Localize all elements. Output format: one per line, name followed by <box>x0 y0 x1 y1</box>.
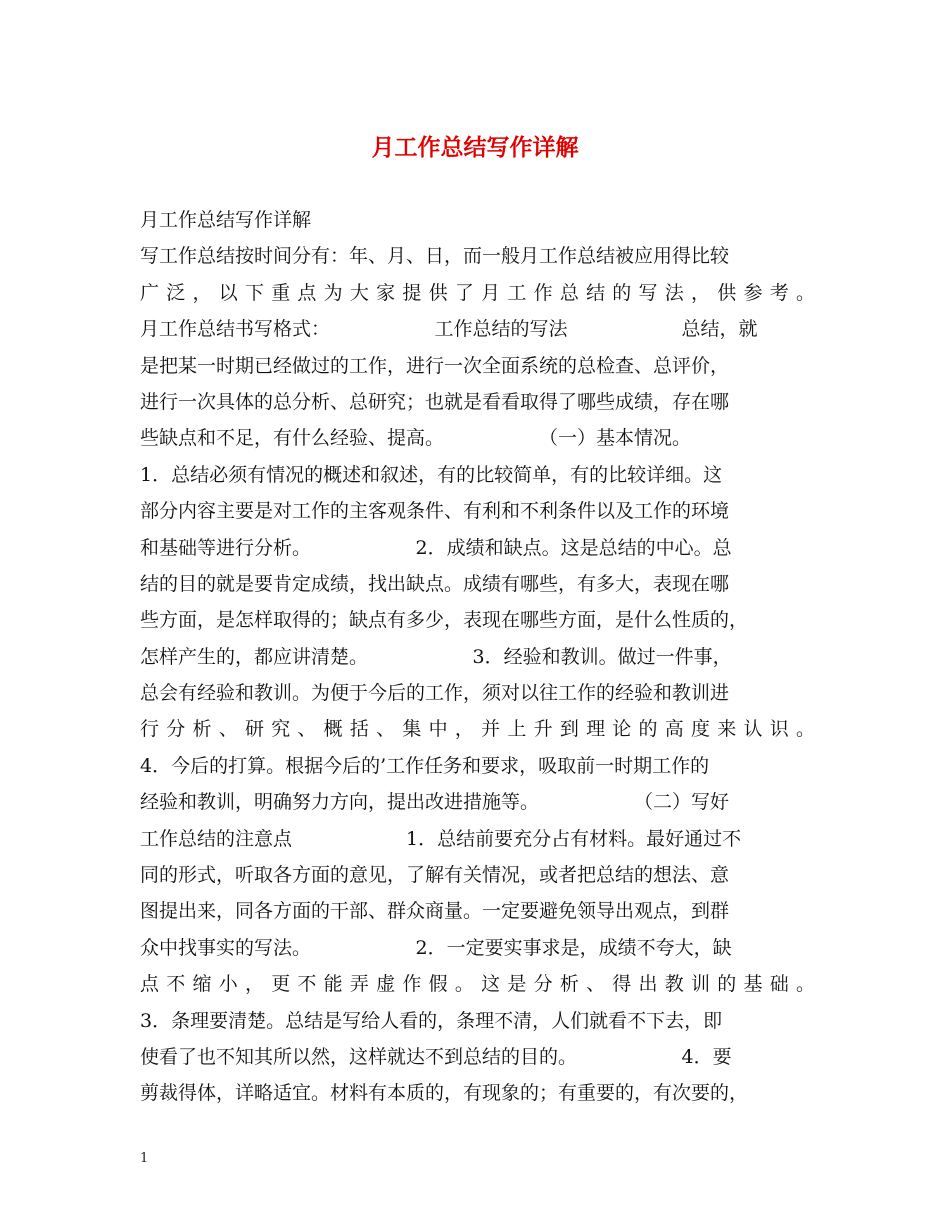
body-line: 图提出来，同各方面的干部、群众商量。一定要避免领导出观点，到群 <box>140 900 730 923</box>
body-line: 3．条理要清楚。总结是写给人看的，条理不清，人们就看不下去，即 <box>140 1009 723 1032</box>
body-line: 月工作总结写作详解 <box>140 209 312 231</box>
body-line: 点不缩小，更不能弄虚作假。这是分析、得出教训的基础。 <box>140 973 815 996</box>
page-number: 1 <box>140 1151 149 1166</box>
body-line: 些缺点和不足，有什么经验、提高。 （一）基本情况。 <box>140 427 692 450</box>
body-line: 同的形式，听取各方面的意见，了解有关情况，或者把总结的想法、意 <box>140 864 730 887</box>
body-line: 经验和教训，明确努力方向，提出改进措施等。 （二）写好 <box>140 791 730 814</box>
body-line: 和基础等进行分析。 2．成绩和缺点。这是总结的中心。总 <box>140 536 732 559</box>
body-line: 部分内容主要是对工作的主客观条件、有利和不利条件以及工作的环境 <box>140 500 730 523</box>
body-line: 1．总结必须有情况的概述和叙述，有的比较简单，有的比较详细。这 <box>140 463 723 486</box>
body-line: 结的目的就是要肯定成绩，找出缺点。成绩有哪些，有多大，表现在哪 <box>140 572 730 595</box>
body-line: 广泛，以下重点为大家提供了月工作总结的写法，供参考。 <box>140 281 815 304</box>
body-line: 工作总结的注意点 1．总结前要充分占有材料。最好通过不 <box>140 827 742 850</box>
body-line: 是把某一时期已经做过的工作，进行一次全面系统的总检查、总评价， <box>140 354 730 377</box>
body-line: 怎样产生的，都应讲清楚。 3．经验和教训。做过一件事， <box>140 645 732 668</box>
body-line: 总会有经验和教训。为便于今后的工作，须对以往工作的经验和教训进 <box>140 682 730 705</box>
body-line: 写工作总结按时间分有：年、月、日，而一般月工作总结被应用得比较 <box>140 245 730 268</box>
document-title: 月工作总结写作详解 <box>371 135 579 161</box>
body-line: 使看了也不知其所以然，这样就达不到总结的目的。 4．要 <box>140 1045 732 1068</box>
document-body <box>140 202 815 1112</box>
body-line: 些方面，是怎样取得的；缺点有多少，表现在哪些方面，是什么性质的， <box>140 609 749 632</box>
body-line: 进行一次具体的总分析、总研究；也就是看看取得了哪些成绩，存在哪 <box>140 390 730 413</box>
body-line: 行分析、研究、概括、集中，并上升到理论的高度来认识。 <box>140 718 815 741</box>
body-line: 剪裁得体，详略适宜。材料有本质的，有现象的；有重要的，有次要的， <box>140 1082 749 1105</box>
body-line: 众中找事实的写法。 2．一定要实事求是，成绩不夸大，缺 <box>140 936 732 959</box>
body-line: 月工作总结书写格式： 工作总结的写法 总结，就 <box>140 318 758 341</box>
body-line: 4．今后的打算。根据今后的’工作任务和要求，吸取前一时期工作的 <box>140 754 710 777</box>
